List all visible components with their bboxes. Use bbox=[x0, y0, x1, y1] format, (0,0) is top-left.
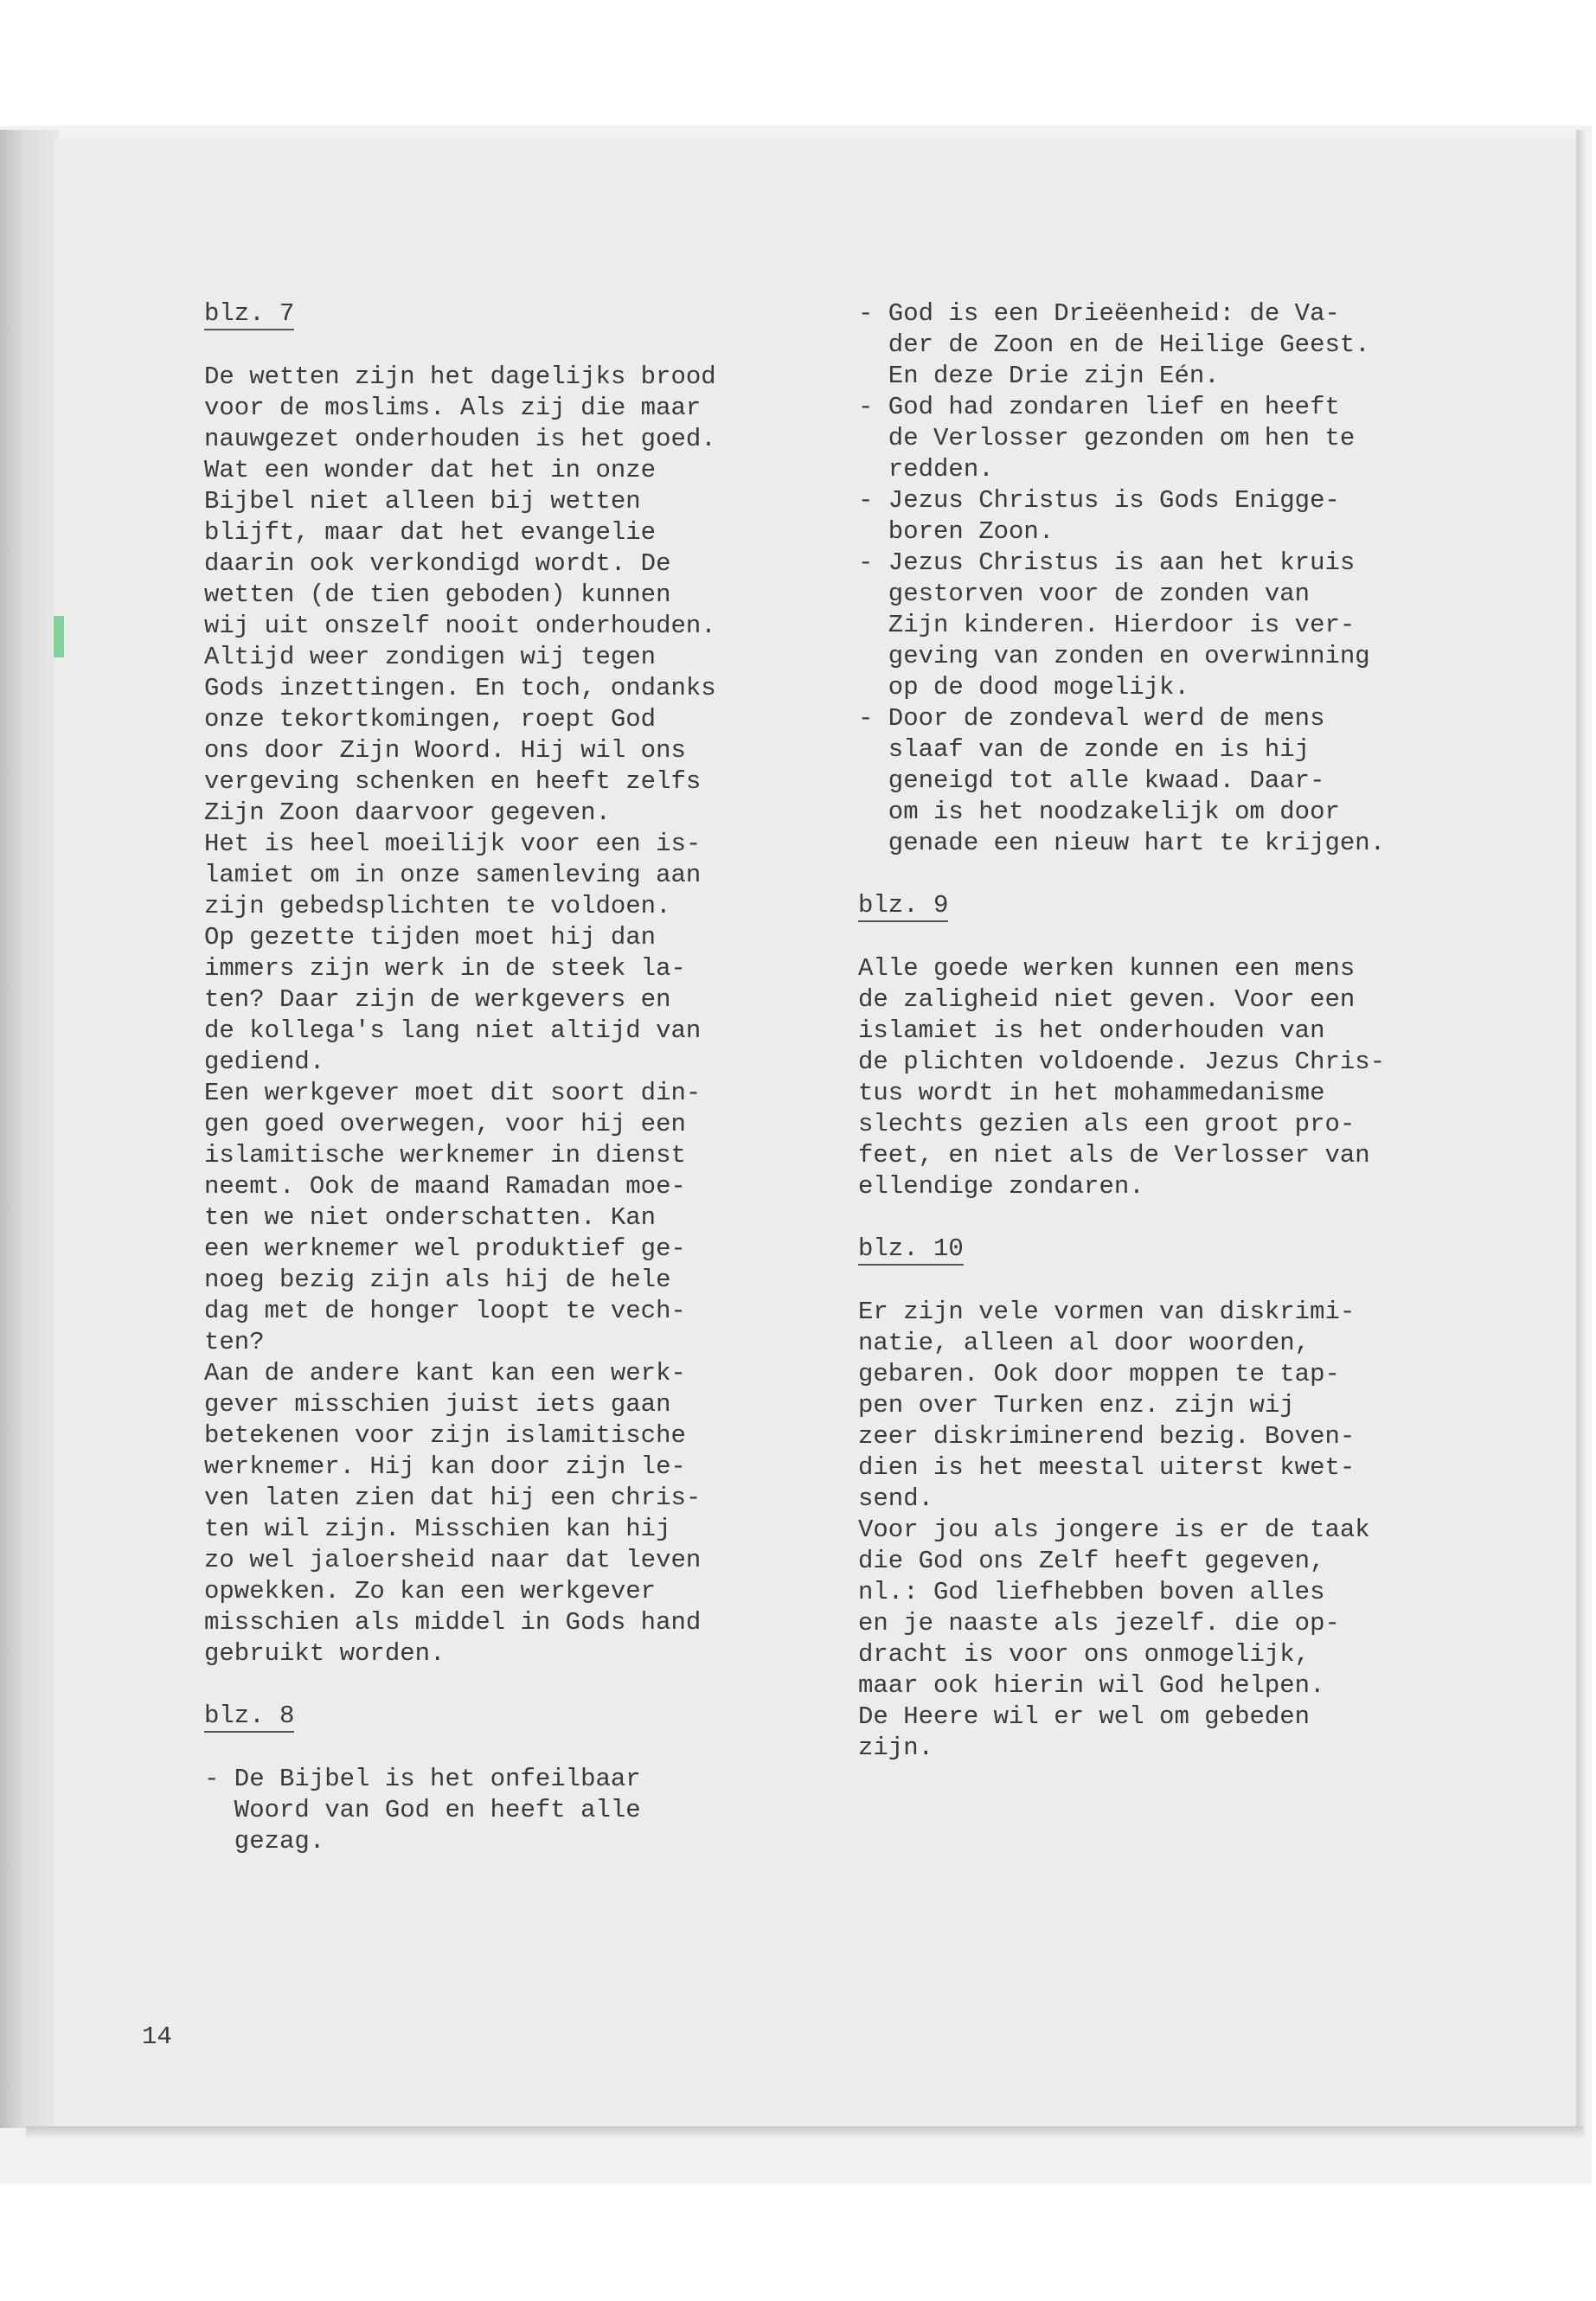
paragraph-gap bbox=[858, 1266, 1533, 1297]
text-line: noeg bezig zijn als hij de hele bbox=[204, 1266, 671, 1294]
text-line: dag met de honger loopt te vech- bbox=[204, 1297, 686, 1325]
section-heading-text: blz. 10 bbox=[858, 1234, 964, 1266]
text-line: gebaren. Ook door moppen te tap- bbox=[858, 1360, 1340, 1388]
text-line: onze tekortkomingen, roept God bbox=[204, 705, 657, 734]
text-line: blijft, maar dat het evangelie bbox=[204, 518, 657, 547]
text-line: zijn. bbox=[858, 1734, 934, 1762]
text-line: der de Zoon en de Heilige Geest. bbox=[858, 330, 1370, 359]
paragraph-gap bbox=[204, 330, 879, 362]
text-line: feet, en niet als de Verlosser van bbox=[858, 1141, 1370, 1170]
text-line: die God ons Zelf heeft gegeven, bbox=[858, 1547, 1325, 1575]
text-line: geneigd tot alle kwaad. Daar- bbox=[858, 766, 1325, 795]
text-line: Alle goede werken kunnen een mens bbox=[858, 954, 1356, 983]
text-line: - Door de zondeval werd de mens bbox=[858, 704, 1325, 733]
text-line: - God had zondaren lief en heeft bbox=[858, 393, 1340, 421]
page-number: 14 bbox=[142, 2022, 172, 2051]
text-line: immers zijn werk in de steek la- bbox=[204, 954, 686, 983]
text-line: De Heere wil er wel om gebeden bbox=[858, 1702, 1311, 1731]
text-line: ten? Daar zijn de werkgevers en bbox=[204, 985, 671, 1014]
text-line: slechts gezien als een groot pro- bbox=[858, 1110, 1356, 1138]
text-line: send. bbox=[858, 1484, 934, 1513]
text-line: gebruikt worden. bbox=[204, 1639, 445, 1668]
text-line: gever misschien juist iets gaan bbox=[204, 1390, 671, 1419]
text-line: Wat een wonder dat het in onze bbox=[204, 456, 657, 484]
text-line: Het is heel moeilijk voor een is- bbox=[204, 830, 702, 858]
text-line: een werknemer wel produktief ge- bbox=[204, 1234, 686, 1263]
page-right-edge bbox=[1576, 130, 1588, 2137]
text-line: ten? bbox=[204, 1328, 265, 1356]
section-heading-text: blz. 7 bbox=[204, 299, 294, 330]
text-line: ons door Zijn Woord. Hij wil ons bbox=[204, 736, 686, 765]
text-line: - God is een Drieëenheid: de Va- bbox=[858, 299, 1340, 328]
text-line: geving van zonden en overwinning bbox=[858, 642, 1370, 670]
section-heading bbox=[858, 1234, 1533, 1266]
text-line: Zijn Zoon daarvoor gegeven. bbox=[204, 798, 611, 827]
text-line: de Verlosser gezonden om hen te bbox=[858, 424, 1356, 452]
text-line: de zaligheid niet geven. Voor een bbox=[858, 985, 1356, 1014]
text-line: dien is het meestal uiterst kwet- bbox=[858, 1453, 1356, 1482]
text-line: gediend. bbox=[204, 1048, 325, 1076]
text-line: Aan de andere kant kan een werk- bbox=[204, 1359, 686, 1388]
text-line: de plichten voldoende. Jezus Chris- bbox=[858, 1048, 1386, 1076]
text-line: om is het noodzakelijk om door bbox=[858, 798, 1340, 826]
paragraph-gap bbox=[858, 859, 1533, 890]
paragraph-gap bbox=[204, 1733, 879, 1764]
text-line: neemt. Ook de maand Ramadan moe- bbox=[204, 1172, 686, 1201]
paragraph-gap bbox=[858, 922, 1533, 953]
text-line: - Jezus Christus is Gods Enigge- bbox=[858, 486, 1340, 515]
text-line: nl.: God liefhebben boven alles bbox=[858, 1578, 1325, 1606]
text-line: tus wordt in het mohammedanisme bbox=[858, 1079, 1325, 1107]
text-line: Zijn kinderen. Hierdoor is ver- bbox=[858, 611, 1356, 639]
text-line: Altijd weer zondigen wij tegen bbox=[204, 643, 657, 671]
text-line: misschien als middel in Gods hand bbox=[204, 1608, 702, 1637]
text-line: Bijbel niet alleen bij wetten bbox=[204, 487, 641, 516]
book-spine-shadow bbox=[0, 130, 59, 2128]
text-line: ten we niet onderschatten. Kan bbox=[204, 1203, 657, 1232]
text-line: islamitische werknemer in dienst bbox=[204, 1141, 686, 1170]
green-page-marker bbox=[54, 616, 64, 657]
paragraph-gap bbox=[858, 1202, 1533, 1234]
text-line: wij uit onszelf nooit onderhouden. bbox=[204, 612, 716, 640]
text-line: zeer diskriminerend bezig. Boven- bbox=[858, 1422, 1356, 1451]
text-line: Woord van God en heeft alle bbox=[204, 1796, 641, 1824]
text-line: dracht is voor ons onmogelijk, bbox=[858, 1640, 1311, 1669]
text-line: Gods inzettingen. En toch, ondanks bbox=[204, 674, 716, 702]
text-line: redden. bbox=[858, 455, 994, 484]
text-line: de kollega's lang niet altijd van bbox=[204, 1016, 702, 1045]
section-heading-text: blz. 9 bbox=[858, 891, 948, 922]
text-line: voor de moslims. Als zij die maar bbox=[204, 394, 702, 422]
text-line: Er zijn vele vormen van diskrimi- bbox=[858, 1298, 1356, 1326]
text-line: werknemer. Hij kan door zijn le- bbox=[204, 1452, 686, 1481]
text-line: zo wel jaloersheid naar dat leven bbox=[204, 1546, 702, 1574]
text-line: boren Zoon. bbox=[858, 517, 1054, 546]
page-bottom-edge bbox=[26, 2126, 1583, 2138]
text-line: En deze Drie zijn Eén. bbox=[858, 362, 1220, 390]
section-heading bbox=[858, 890, 1533, 922]
text-line: ellendige zondaren. bbox=[858, 1172, 1144, 1201]
text-line: daarin ook verkondigd wordt. De bbox=[204, 549, 671, 578]
text-line: en je naaste als jezelf. die op- bbox=[858, 1609, 1340, 1638]
text-line: Een werkgever moet dit soort din- bbox=[204, 1079, 702, 1107]
text-line: De wetten zijn het dagelijks brood bbox=[204, 362, 716, 391]
text-line: ven laten zien dat hij een chris- bbox=[204, 1484, 702, 1512]
text-line: nauwgezet onderhouden is het goed. bbox=[204, 425, 716, 453]
left-text-column bbox=[204, 298, 879, 1857]
text-line: maar ook hierin wil God helpen. bbox=[858, 1671, 1325, 1700]
text-line: gezag. bbox=[204, 1827, 325, 1856]
text-line: - De Bijbel is het onfeilbaar bbox=[204, 1765, 641, 1793]
text-line: ten wil zijn. Misschien kan hij bbox=[204, 1515, 671, 1543]
paragraph-gap bbox=[204, 1670, 879, 1701]
text-line: Voor jou als jongere is er de taak bbox=[858, 1516, 1370, 1544]
text-line: - Jezus Christus is aan het kruis bbox=[858, 548, 1356, 577]
section-heading-text: blz. 8 bbox=[204, 1702, 294, 1733]
text-line: op de dood mogelijk. bbox=[858, 673, 1189, 702]
text-line: pen over Turken enz. zijn wij bbox=[858, 1391, 1295, 1420]
section-heading bbox=[204, 298, 879, 330]
section-heading bbox=[204, 1701, 879, 1733]
text-line: gen goed overwegen, voor hij een bbox=[204, 1110, 686, 1138]
text-line: wetten (de tien geboden) kunnen bbox=[204, 580, 671, 609]
right-text-column bbox=[858, 298, 1533, 1764]
text-line: vergeving schenken en heeft zelfs bbox=[204, 767, 702, 796]
text-line: zijn gebedsplichten te voldoen. bbox=[204, 892, 671, 920]
text-line: natie, alleen al door woorden, bbox=[858, 1329, 1311, 1357]
text-line: lamiet om in onze samenleving aan bbox=[204, 861, 702, 889]
text-line: islamiet is het onderhouden van bbox=[858, 1016, 1325, 1045]
text-line: Op gezette tijden moet hij dan bbox=[204, 923, 657, 952]
text-line: opwekken. Zo kan een werkgever bbox=[204, 1577, 657, 1606]
text-line: genade een nieuw hart te krijgen. bbox=[858, 829, 1386, 857]
text-line: betekenen voor zijn islamitische bbox=[204, 1421, 686, 1450]
text-line: slaaf van de zonde en is hij bbox=[858, 735, 1311, 764]
text-line: gestorven voor de zonden van bbox=[858, 580, 1311, 608]
